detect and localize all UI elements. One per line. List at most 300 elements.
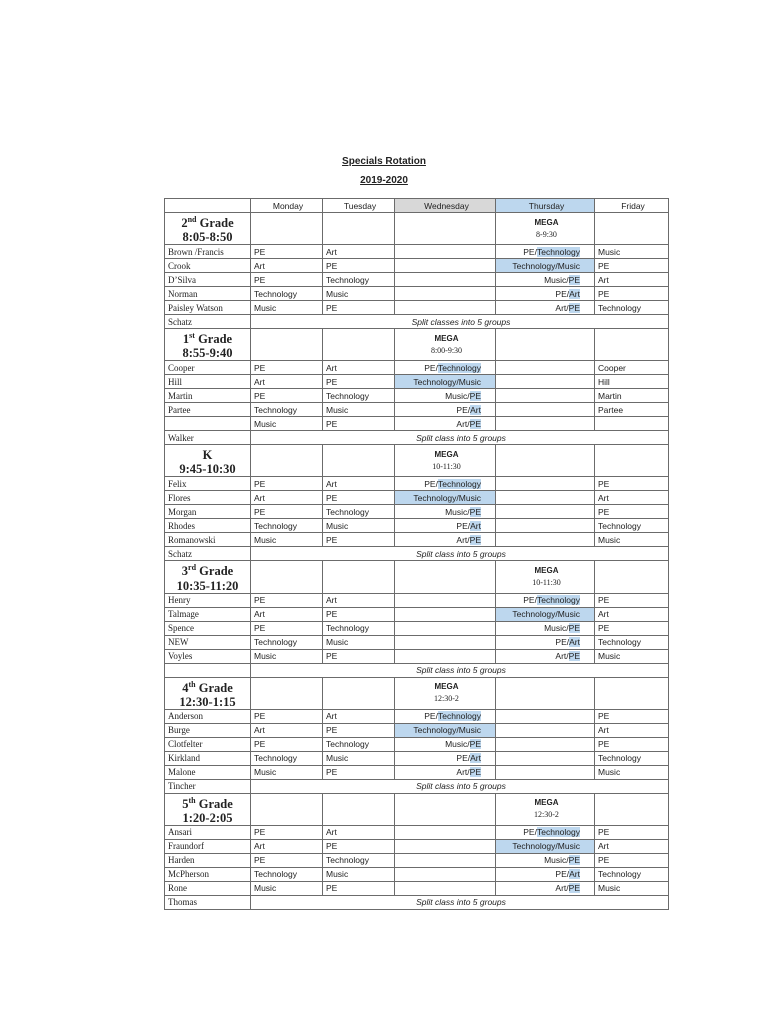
cell-thursday: PE/Art	[496, 867, 595, 881]
cell-friday: Art	[595, 273, 669, 287]
grade-time: 8:05-8:50	[182, 230, 233, 245]
split-row	[165, 663, 669, 677]
cell-monday: Art	[251, 607, 323, 621]
cell-friday: PE	[595, 287, 669, 301]
teacher-name: Rone	[165, 881, 251, 895]
cell-monday: PE	[251, 389, 323, 403]
cell-thursday: Art/PE	[496, 649, 595, 663]
grade-word: Grade	[198, 680, 233, 695]
class-row	[165, 765, 669, 779]
cell-tuesday: PE	[323, 881, 395, 895]
grade-time: 9:45-10:30	[179, 462, 236, 477]
grade-suffix: th	[188, 795, 196, 805]
cell-tuesday: PE	[323, 375, 395, 389]
rotation-second: Music	[557, 841, 580, 852]
cell-friday: Music	[595, 765, 669, 779]
cell-monday: Technology	[251, 519, 323, 533]
cell-thursday	[496, 723, 595, 737]
rotation-second-highlight: Technology	[536, 595, 580, 606]
class-row	[165, 389, 669, 403]
rotation-second-highlight: Art	[569, 869, 580, 880]
class-row	[165, 709, 669, 723]
teacher-name: Thomas	[165, 895, 251, 909]
grade-cell-monday	[251, 793, 323, 825]
cell-wednesday	[395, 607, 496, 621]
mega-title: MEGA	[534, 217, 559, 227]
cell-monday: PE	[251, 593, 323, 607]
cell-wednesday	[395, 839, 496, 853]
grade-row	[165, 213, 669, 245]
cell-thursday: Technology/Music	[496, 607, 595, 621]
grade-cell-friday	[595, 793, 669, 825]
header-thursday: Thursday	[496, 199, 595, 213]
grade-suffix: rd	[188, 563, 197, 573]
cell-monday: Art	[251, 491, 323, 505]
grade-label	[165, 445, 251, 477]
grade-row	[165, 561, 669, 593]
class-row	[165, 505, 669, 519]
split-note: Split class into 5 groups	[251, 663, 669, 677]
grade-cell-monday	[251, 561, 323, 593]
rotation-first: Technology	[512, 260, 556, 271]
class-row	[165, 417, 669, 431]
teacher-name: Tincher	[165, 779, 251, 793]
grade-row	[165, 677, 669, 709]
class-row	[165, 839, 669, 853]
grade-time: 10:35-11:20	[176, 578, 239, 593]
teacher-name: Paisley Watson	[165, 301, 251, 315]
rotation-first: PE	[523, 827, 535, 838]
grade-title	[165, 561, 250, 578]
grade-cell-wednesday	[395, 213, 496, 245]
rotation-second-highlight: PE	[469, 418, 481, 429]
class-row	[165, 723, 669, 737]
cell-thursday: PE/Technology	[496, 593, 595, 607]
teacher-name	[165, 663, 251, 677]
split-row	[165, 779, 669, 793]
grade-cell-friday	[595, 561, 669, 593]
cell-wednesday: Music/PE	[395, 505, 496, 519]
document-subtitle: 2019-2020	[360, 175, 408, 186]
class-row	[165, 737, 669, 751]
teacher-name: Harden	[165, 853, 251, 867]
cell-wednesday: PE/Technology	[395, 361, 496, 375]
grade-row	[165, 329, 669, 361]
rotation-second-highlight: PE	[568, 883, 580, 894]
cell-friday: Partee	[595, 403, 669, 417]
rotation-second: Music	[458, 725, 481, 736]
header-row	[165, 199, 669, 213]
cell-friday: Technology	[595, 751, 669, 765]
header-friday: Friday	[595, 199, 669, 213]
cell-thursday: PE/Technology	[496, 825, 595, 839]
cell-wednesday	[395, 881, 496, 895]
class-row	[165, 593, 669, 607]
cell-thursday	[496, 375, 595, 389]
teacher-name: D’Silva	[165, 273, 251, 287]
cell-thursday	[496, 505, 595, 519]
schedule-table	[164, 198, 669, 910]
cell-friday: Art	[595, 839, 669, 853]
grade-cell-thursday	[496, 213, 595, 245]
grade-time: 1:20-2:05	[182, 810, 233, 825]
class-row	[165, 635, 669, 649]
rotation-second-highlight: Art	[470, 753, 481, 764]
cell-wednesday: PE/Technology	[395, 477, 496, 491]
cell-thursday: PE/Art	[496, 635, 595, 649]
grade-cell-wednesday	[395, 677, 496, 709]
grade-cell-wednesday	[395, 561, 496, 593]
rotation-first: PE	[555, 869, 567, 880]
grade-title	[165, 213, 250, 230]
cell-friday: Technology	[595, 867, 669, 881]
grade-cell-wednesday	[395, 793, 496, 825]
rotation-first: PE	[555, 637, 567, 648]
rotation-second-highlight: Art	[470, 520, 481, 531]
mega-time: 8-9:30	[536, 229, 557, 239]
teacher-name: Flores	[165, 491, 251, 505]
mega-title: MEGA	[434, 333, 459, 343]
rotation-first: Art	[555, 302, 567, 313]
cell-tuesday: PE	[323, 607, 395, 621]
grade-word: Grade	[198, 332, 233, 347]
cell-tuesday: Music	[323, 287, 395, 301]
cell-monday: Technology	[251, 867, 323, 881]
cell-monday: Music	[251, 533, 323, 547]
cell-monday: Art	[251, 723, 323, 737]
teacher-name: Romanowski	[165, 533, 251, 547]
rotation-second-highlight: PE	[568, 651, 580, 662]
rotation-first: PE	[555, 288, 567, 299]
cell-friday: PE	[595, 737, 669, 751]
cell-wednesday	[395, 621, 496, 635]
rotation-first: Music	[544, 855, 567, 866]
cell-wednesday: Art/PE	[395, 417, 496, 431]
mega-time: 10-11:30	[532, 578, 561, 588]
class-row	[165, 245, 669, 259]
cell-tuesday: Technology	[323, 273, 395, 287]
grade-suffix: th	[188, 679, 196, 689]
class-row	[165, 403, 669, 417]
class-row	[165, 273, 669, 287]
rotation-second-highlight: Technology	[437, 478, 481, 489]
cell-tuesday: Technology	[323, 853, 395, 867]
split-row	[165, 547, 669, 561]
cell-wednesday: PE/Art	[395, 403, 496, 417]
cell-tuesday: PE	[323, 301, 395, 315]
cell-friday: Art	[595, 723, 669, 737]
cell-tuesday: PE	[323, 533, 395, 547]
rotation-second: Music	[557, 609, 580, 620]
cell-thursday: Technology/Music	[496, 839, 595, 853]
grade-number: 4	[182, 680, 189, 695]
rotation-first: PE	[523, 246, 535, 257]
class-row	[165, 853, 669, 867]
cell-monday: Art	[251, 375, 323, 389]
rotation-first: Art	[555, 883, 567, 894]
cell-tuesday: Technology	[323, 737, 395, 751]
cell-friday: PE	[595, 853, 669, 867]
cell-tuesday: PE	[323, 491, 395, 505]
cell-thursday	[496, 737, 595, 751]
cell-thursday	[496, 519, 595, 533]
cell-thursday	[496, 751, 595, 765]
grade-title	[165, 794, 250, 811]
class-row	[165, 477, 669, 491]
cell-monday: Technology	[251, 751, 323, 765]
cell-thursday	[496, 389, 595, 403]
cell-friday: Technology	[595, 635, 669, 649]
class-row	[165, 301, 669, 315]
grade-cell-tuesday	[323, 329, 395, 361]
cell-wednesday: PE/Technology	[395, 709, 496, 723]
rotation-second-highlight: PE	[469, 739, 481, 750]
cell-thursday	[496, 533, 595, 547]
cell-thursday	[496, 491, 595, 505]
teacher-name: Cooper	[165, 361, 251, 375]
teacher-name: Clotfelter	[165, 737, 251, 751]
teacher-name: Morgan	[165, 505, 251, 519]
cell-friday: Music	[595, 245, 669, 259]
split-note: Split class into 5 groups	[251, 431, 669, 445]
teacher-name: Fraundorf	[165, 839, 251, 853]
grade-cell-friday	[595, 213, 669, 245]
grade-cell-tuesday	[323, 445, 395, 477]
cell-tuesday: PE	[323, 839, 395, 853]
cell-tuesday: Art	[323, 477, 395, 491]
rotation-first: PE	[424, 478, 436, 489]
cell-friday: PE	[595, 825, 669, 839]
grade-suffix: st	[189, 331, 195, 341]
teacher-name: Schatz	[165, 547, 251, 561]
cell-tuesday: Music	[323, 403, 395, 417]
document-title: Specials Rotation	[342, 156, 426, 167]
cell-thursday: Technology/Music	[496, 259, 595, 273]
cell-friday: Hill	[595, 375, 669, 389]
rotation-first: Music	[445, 506, 468, 517]
cell-thursday	[496, 361, 595, 375]
cell-thursday: Art/PE	[496, 301, 595, 315]
cell-tuesday: PE	[323, 723, 395, 737]
teacher-name: Ansari	[165, 825, 251, 839]
rotation-second-highlight: Art	[569, 637, 580, 648]
cell-monday: PE	[251, 825, 323, 839]
rotation-first: PE	[456, 404, 468, 415]
class-row	[165, 621, 669, 635]
cell-wednesday: Music/PE	[395, 737, 496, 751]
rotation-second-highlight: PE	[568, 302, 580, 313]
rotation-first: PE	[424, 362, 436, 373]
rotation-first: Music	[445, 390, 468, 401]
rotation-second: Music	[557, 260, 580, 271]
cell-wednesday	[395, 259, 496, 273]
grade-label	[165, 329, 251, 361]
grade-cell-thursday	[496, 329, 595, 361]
teacher-name: Rhodes	[165, 519, 251, 533]
cell-thursday: Music/PE	[496, 853, 595, 867]
cell-monday: Technology	[251, 635, 323, 649]
teacher-name: Norman	[165, 287, 251, 301]
cell-tuesday: Art	[323, 593, 395, 607]
split-row	[165, 431, 669, 445]
grade-word: Grade	[198, 796, 233, 811]
rotation-second-highlight: PE	[469, 506, 481, 517]
cell-thursday	[496, 417, 595, 431]
grade-word: Grade	[199, 216, 234, 231]
cell-tuesday: PE	[323, 259, 395, 273]
header-monday: Monday	[251, 199, 323, 213]
grade-label	[165, 677, 251, 709]
cell-tuesday: PE	[323, 417, 395, 431]
class-row	[165, 361, 669, 375]
grade-cell-tuesday	[323, 213, 395, 245]
cell-wednesday	[395, 287, 496, 301]
cell-wednesday: PE/Art	[395, 519, 496, 533]
cell-thursday	[496, 403, 595, 417]
cell-wednesday: Technology/Music	[395, 723, 496, 737]
class-row	[165, 375, 669, 389]
rotation-first: Technology	[413, 492, 457, 503]
grade-number: K	[202, 448, 213, 463]
grade-word: Grade	[199, 564, 234, 579]
class-row	[165, 491, 669, 505]
cell-monday: Technology	[251, 403, 323, 417]
grade-cell-thursday	[496, 677, 595, 709]
teacher-name: Henry	[165, 593, 251, 607]
cell-wednesday: Technology/Music	[395, 491, 496, 505]
rotation-first: Technology	[512, 841, 556, 852]
rotation-first: PE	[456, 753, 468, 764]
class-row	[165, 867, 669, 881]
cell-thursday: PE/Art	[496, 287, 595, 301]
rotation-first: PE	[456, 520, 468, 531]
cell-wednesday	[395, 867, 496, 881]
mega-time: 10-11:30	[432, 461, 461, 471]
cell-tuesday: Music	[323, 519, 395, 533]
mega-title: MEGA	[434, 449, 459, 459]
rotation-first: PE	[424, 711, 436, 722]
rotation-first: Art	[555, 651, 567, 662]
mega-title: MEGA	[434, 682, 459, 692]
cell-tuesday: Music	[323, 867, 395, 881]
rotation-second-highlight: PE	[469, 390, 481, 401]
grade-number: 1	[182, 332, 190, 347]
rotation-first: Art	[456, 767, 468, 778]
cell-tuesday: Technology	[323, 389, 395, 403]
cell-tuesday: Music	[323, 751, 395, 765]
cell-tuesday: Art	[323, 825, 395, 839]
cell-tuesday: Art	[323, 361, 395, 375]
grade-time: 8:55-9:40	[182, 346, 233, 361]
teacher-name: Martin	[165, 389, 251, 403]
cell-monday: PE	[251, 853, 323, 867]
cell-friday: PE	[595, 477, 669, 491]
grade-row	[165, 793, 669, 825]
grade-cell-monday	[251, 677, 323, 709]
teacher-name: Walker	[165, 431, 251, 445]
cell-friday: PE	[595, 259, 669, 273]
cell-wednesday	[395, 635, 496, 649]
class-row	[165, 881, 669, 895]
class-row	[165, 259, 669, 273]
rotation-first: Music	[445, 739, 468, 750]
rotation-second-highlight: Art	[569, 288, 580, 299]
cell-friday: Art	[595, 491, 669, 505]
cell-wednesday	[395, 301, 496, 315]
cell-thursday: Music/PE	[496, 273, 595, 287]
cell-monday: Art	[251, 839, 323, 853]
split-note: Split classes into 5 groups	[251, 315, 669, 329]
cell-monday: PE	[251, 505, 323, 519]
cell-tuesday: PE	[323, 649, 395, 663]
cell-wednesday	[395, 245, 496, 259]
teacher-name: Brown /Francis	[165, 245, 251, 259]
grade-label	[165, 793, 251, 825]
cell-monday: Music	[251, 301, 323, 315]
cell-friday: Art	[595, 607, 669, 621]
cell-wednesday: PE/Art	[395, 751, 496, 765]
rotation-second-highlight: PE	[469, 767, 481, 778]
cell-thursday: Art/PE	[496, 881, 595, 895]
rotation-second-highlight: PE	[568, 274, 580, 285]
rotation-second-highlight: PE	[469, 534, 481, 545]
cell-tuesday: Art	[323, 245, 395, 259]
teacher-name: Talmage	[165, 607, 251, 621]
class-row	[165, 649, 669, 663]
rotation-second-highlight: Technology	[437, 711, 481, 722]
cell-wednesday	[395, 649, 496, 663]
grade-cell-wednesday	[395, 445, 496, 477]
cell-tuesday: Technology	[323, 505, 395, 519]
cell-thursday	[496, 709, 595, 723]
rotation-second-highlight: Technology	[536, 827, 580, 838]
grade-cell-tuesday	[323, 793, 395, 825]
rotation-second: Music	[458, 376, 481, 387]
teacher-name	[165, 417, 251, 431]
cell-wednesday	[395, 853, 496, 867]
cell-friday: Music	[595, 649, 669, 663]
teacher-name: Hill	[165, 375, 251, 389]
grade-cell-thursday	[496, 793, 595, 825]
cell-friday: Cooper	[595, 361, 669, 375]
rotation-first: Technology	[413, 376, 457, 387]
class-row	[165, 607, 669, 621]
grade-cell-friday	[595, 445, 669, 477]
grade-cell-wednesday	[395, 329, 496, 361]
rotation-second-highlight: PE	[568, 855, 580, 866]
rotation-second: Music	[458, 492, 481, 503]
class-row	[165, 519, 669, 533]
rotation-first: Art	[456, 418, 468, 429]
grade-cell-friday	[595, 329, 669, 361]
cell-tuesday: PE	[323, 765, 395, 779]
cell-wednesday	[395, 825, 496, 839]
cell-friday: Technology	[595, 519, 669, 533]
cell-thursday	[496, 765, 595, 779]
mega-title: MEGA	[534, 798, 559, 808]
grade-label	[165, 561, 251, 593]
grade-title	[165, 678, 250, 695]
rotation-first: Music	[544, 623, 567, 634]
grade-cell-thursday	[496, 561, 595, 593]
cell-friday	[595, 417, 669, 431]
cell-monday: PE	[251, 709, 323, 723]
cell-monday: Music	[251, 881, 323, 895]
schedule-body	[165, 199, 669, 910]
cell-thursday	[496, 477, 595, 491]
header-wednesday: Wednesday	[395, 199, 496, 213]
rotation-first: Music	[544, 274, 567, 285]
